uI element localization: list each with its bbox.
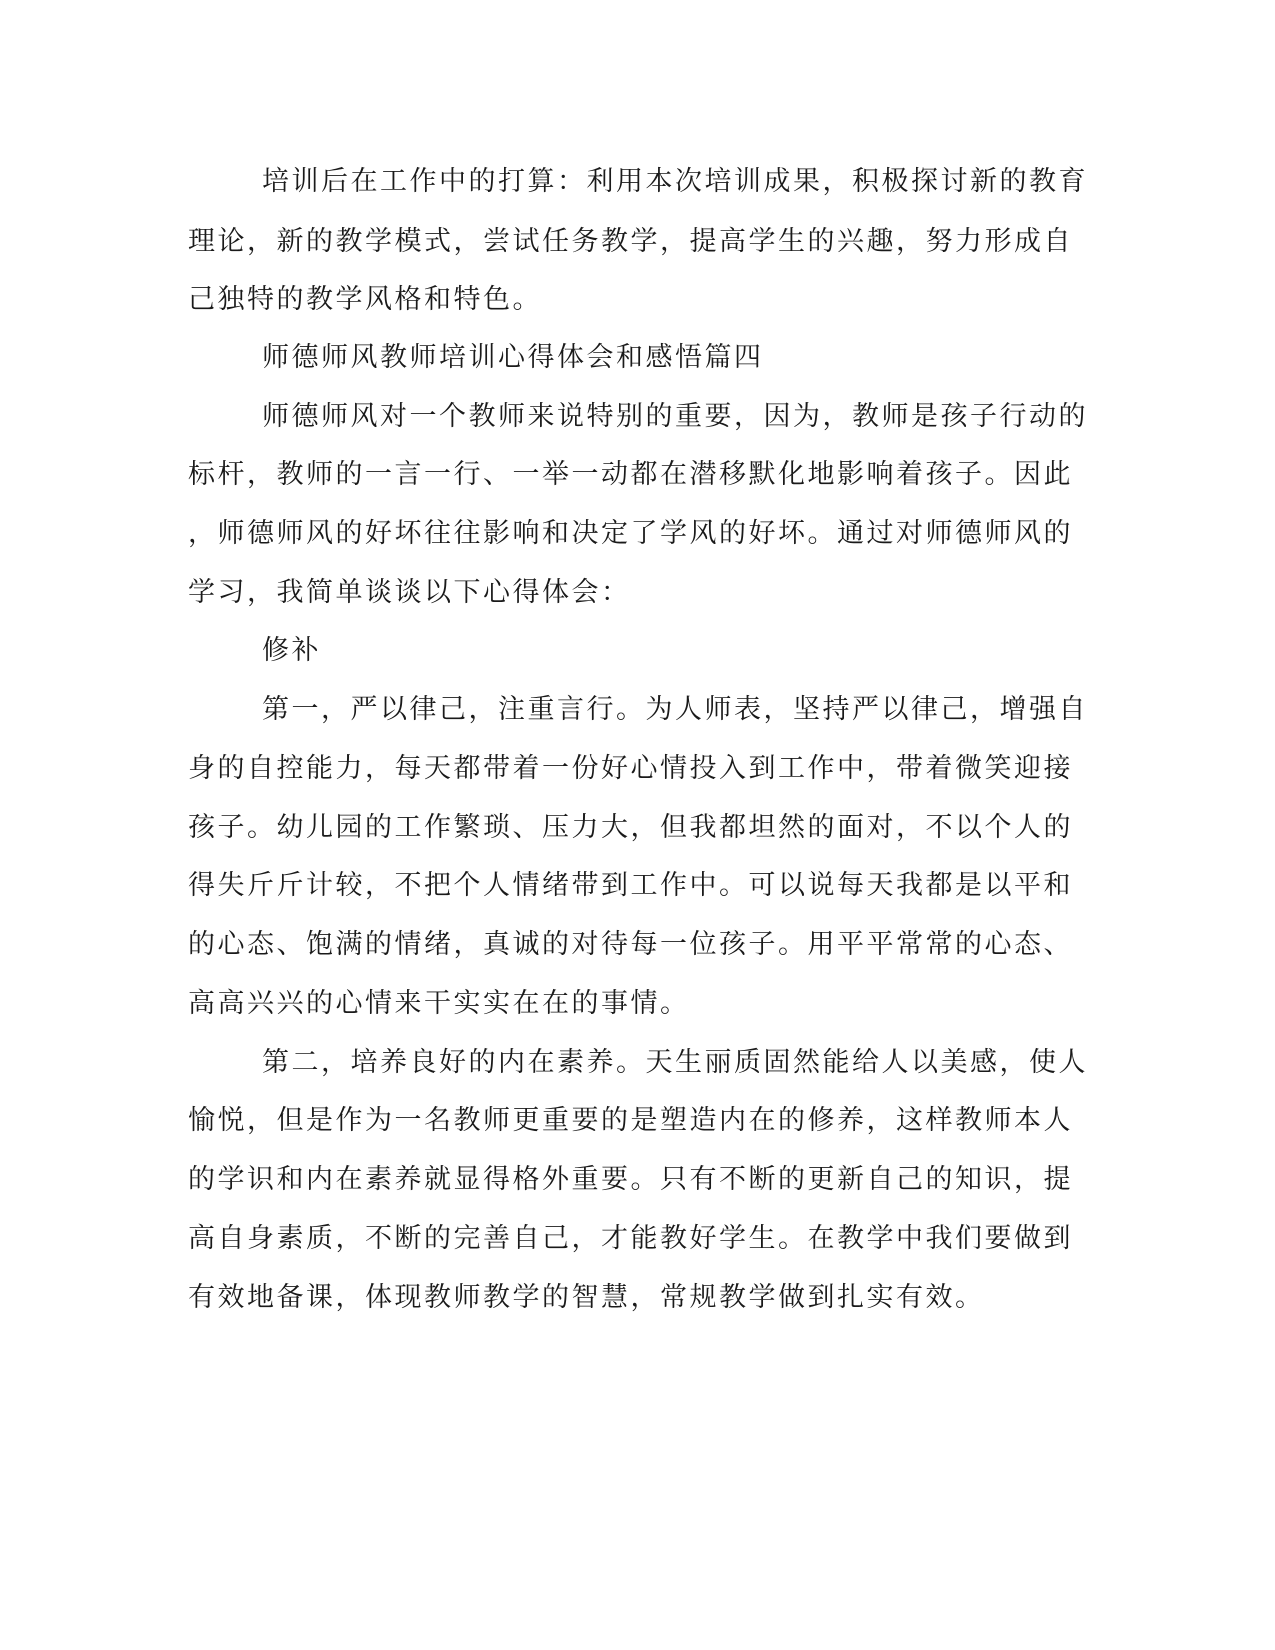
section-heading: 师德师风教师培训心得体会和感悟篇四 — [262, 342, 764, 373]
paragraph-line: 修补 — [262, 635, 321, 666]
paragraph-line: 高自身素质，不断的完善自己，才能教好学生。在教学中我们要做到 — [188, 1223, 1073, 1254]
paragraph-line: 身的自控能力，每天都带着一份好心情投入到工作中，带着微笑迎接 — [188, 753, 1073, 784]
paragraph-line: 得失斤斤计较，不把个人情绪带到工作中。可以说每天我都是以平和 — [188, 870, 1073, 901]
paragraph-line: 有效地备课，体现教师教学的智慧，常规教学做到扎实有效。 — [188, 1282, 985, 1313]
paragraph-line: ，师德师风的好坏往往影响和决定了学风的好坏。通过对师德师风的 — [188, 518, 1073, 549]
paragraph-line: 标杆，教师的一言一行、一举一动都在潜移默化地影响着孩子。因此 — [188, 459, 1073, 490]
paragraph-line: 的学识和内在素养就显得格外重要。只有不断的更新自己的知识，提 — [188, 1164, 1073, 1195]
paragraph-line: 第二，培养良好的内在素养。天生丽质固然能给人以美感，使人 — [262, 1047, 1088, 1078]
paragraph-line: 高高兴兴的心情来干实实在在的事情。 — [188, 988, 690, 1019]
paragraph-line: 的心态、饱满的情绪，真诚的对待每一位孩子。用平平常常的心态、 — [188, 929, 1073, 960]
paragraph-line: 培训后在工作中的打算：利用本次培训成果，积极探讨新的教育 — [262, 166, 1088, 197]
paragraph-line: 师德师风对一个教师来说特别的重要，因为，教师是孩子行动的 — [262, 401, 1088, 432]
paragraph-line: 愉悦，但是作为一名教师更重要的是塑造内在的修养，这样教师本人 — [188, 1105, 1073, 1136]
paragraph-line: 理论，新的教学模式，尝试任务教学，提高学生的兴趣，努力形成自 — [188, 226, 1073, 257]
paragraph-line: 学习，我简单谈谈以下心得体会： — [188, 577, 631, 608]
paragraph-line: 第一，严以律己，注重言行。为人师表，坚持严以律己，增强自 — [262, 694, 1088, 725]
paragraph-line: 孩子。幼儿园的工作繁琐、压力大，但我都坦然的面对，不以个人的 — [188, 812, 1073, 843]
paragraph-line: 己独特的教学风格和特色。 — [188, 284, 542, 315]
